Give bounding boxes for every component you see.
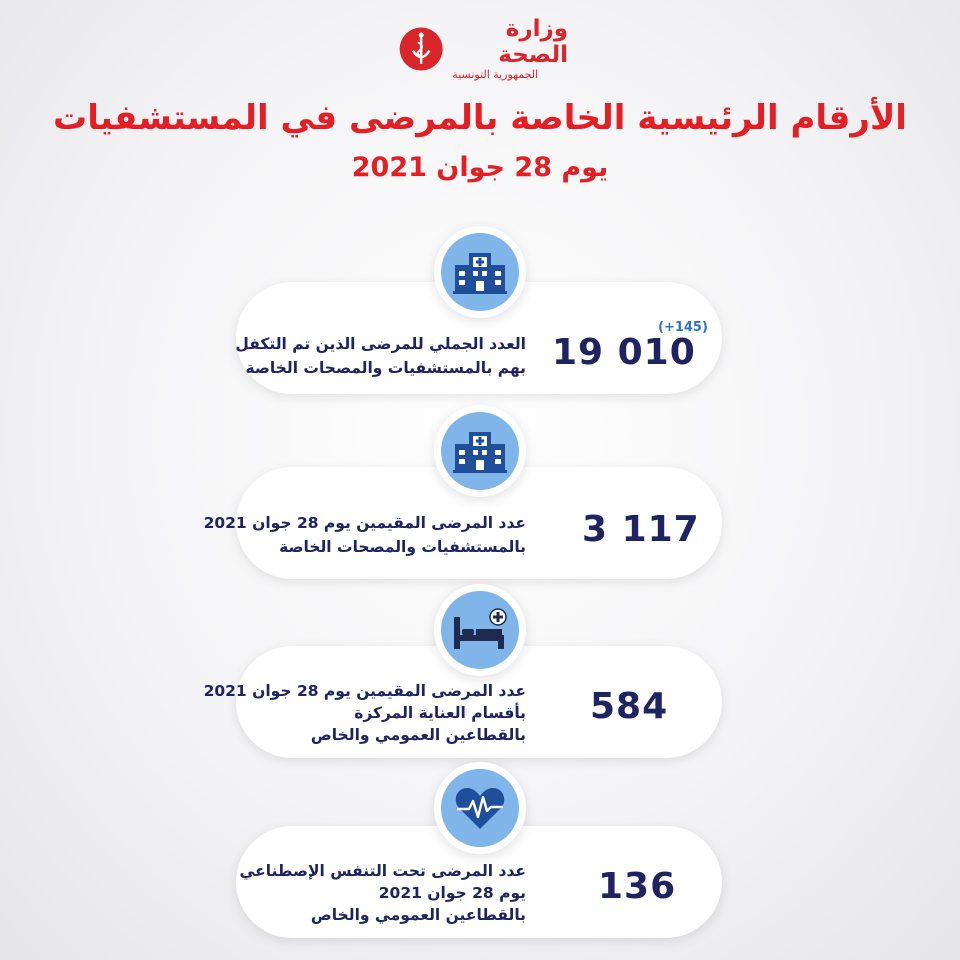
stat-label-line: بهم بالمستشفيات والمصحات الخاصة [245, 359, 526, 377]
stat-label-line: العدد الجملي للمرضى الذين تم التكفل [235, 335, 526, 353]
page-subtitle: يوم 28 جوان 2021 [351, 152, 609, 183]
stat-delta: (+145) [658, 320, 708, 335]
ministry-name: وزارة الصحة [498, 16, 568, 68]
stat-label-line: بالقطاعين العمومي والخاص [310, 906, 526, 924]
ministry-logo [398, 14, 568, 84]
stat-label-line: بالمستشفيات والمصحات الخاصة [279, 538, 526, 556]
stat-label [204, 680, 526, 746]
stat-value: 19 010 [552, 332, 696, 373]
hospital-icon [451, 249, 509, 295]
stat-icon-badge [434, 584, 526, 676]
stat-icon-badge [434, 405, 526, 497]
stat-label [204, 511, 526, 559]
stat-icon-badge [434, 226, 526, 318]
ministry-emblem-icon [398, 21, 444, 77]
ministry-country: الجمهورية التونسية [452, 68, 539, 81]
stat-label [235, 332, 526, 380]
stat-value: 3 117 [582, 509, 700, 550]
stat-label-line: بالقطاعين العمومي والخاص [310, 726, 526, 744]
stat-label-line: عدد المرضى المقيمين يوم 28 جوان 2021 [203, 514, 526, 532]
stat-icon-badge [434, 762, 526, 854]
hospital-bed-icon [450, 607, 510, 653]
stat-value: 136 [598, 866, 677, 907]
hospital-icon [451, 428, 509, 474]
stat-label-line: بأقسام العناية المركزة [354, 704, 526, 722]
heart-pulse-icon [454, 785, 506, 831]
stat-label [239, 860, 526, 926]
page-title: الأرقام الرئيسية الخاصة بالمرضى في المستشفيات [53, 98, 907, 138]
stat-label-line: يوم 28 جوان 2021 [378, 884, 526, 902]
stat-label-line: عدد المرضى المقيمين يوم 28 جوان 2021 [203, 682, 526, 700]
stat-label-line: عدد المرضى تحت التنفس الإصطناعي [239, 862, 526, 880]
stat-value: 584 [590, 686, 669, 727]
